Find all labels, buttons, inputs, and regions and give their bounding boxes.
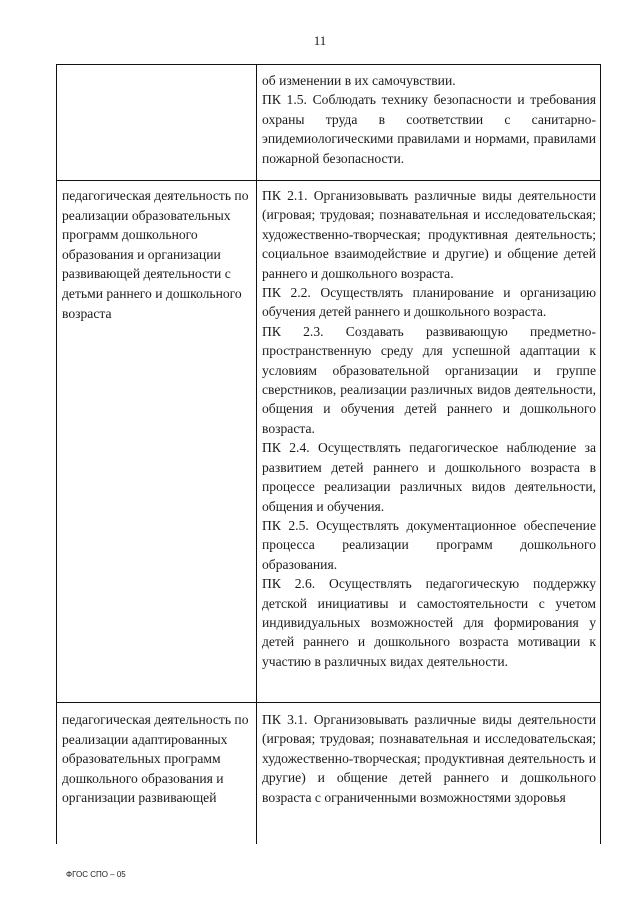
right-cell (262, 710, 596, 807)
page-number: 11 (313, 33, 327, 48)
footer-code: ФГОС СПО – 05 (66, 870, 126, 879)
cell-paragraph: ПК 2.5. Осуществлять документационное обеспечение процесса реализации программ дошкольного образования. (262, 517, 596, 572)
cell-paragraph: ПК 2.6. Осуществлять педагогическую поддержку детской инициативы и самостоятельности с учетом индивидуальных возможностей для формирования у детей раннего и дошкольного возраста мотивации к участию в различных видах деятельности. (262, 576, 596, 669)
left-cell: педагогическая деятельность по реализации адаптированных образовательных программ дошкольного образования и организации развивающей (62, 712, 249, 806)
column-divider (256, 64, 257, 844)
row-divider (56, 702, 601, 703)
cell-paragraph: ПК 3.1. Организовывать различные виды деятельности (игровая; трудовая; познавательная и исследовательская; художественно-творческая; продуктивная деятельность и другие) и общение детей раннего и дошкольного возраста с ограниченными возможностями здоровья (262, 712, 596, 805)
cell-paragraph: ПК 2.4. Осуществлять педагогическое наблюдение за развитием детей раннего и дошкольного возраста в процессе реализации различных видов деятельности, общения и обучения. (262, 440, 596, 514)
cell-paragraph: ПК 1.5. Соблюдать технику безопасности и требования охраны труда в соответствии с санитарно-эпидемиологическими правилами и нормами, правилами пожарной безопасности. (262, 92, 596, 166)
cell-paragraph: ПК 2.3. Создавать развивающую предметно-пространственную среду для успешной адаптации к условиям образовательной организации и группе сверстников, реализации различных видов деятельности, общения и обучения детей раннего и дошкольного возраста. (262, 323, 596, 436)
row-divider (56, 180, 601, 181)
right-cell (262, 71, 596, 168)
cell-paragraph: об изменении в их самочувствии. (262, 73, 456, 88)
cell-paragraph: ПК 2.2. Осуществлять планирование и организацию обучения детей раннего и дошкольного возраста. (262, 285, 596, 320)
left-cell: педагогическая деятельность по реализации образовательных программ дошкольного образования и организации развивающей деятельности с детьми раннего и дошкольного возраста (62, 188, 249, 321)
right-cell (262, 186, 596, 671)
cell-paragraph: ПК 2.1. Организовывать различные виды деятельности (игровая; трудовая; познавательная и исследовательская; художественно-творческая; продуктивная деятельность; социальное взаимодействие и другие) и общение детей раннего и дошкольного возраста. (262, 188, 596, 281)
